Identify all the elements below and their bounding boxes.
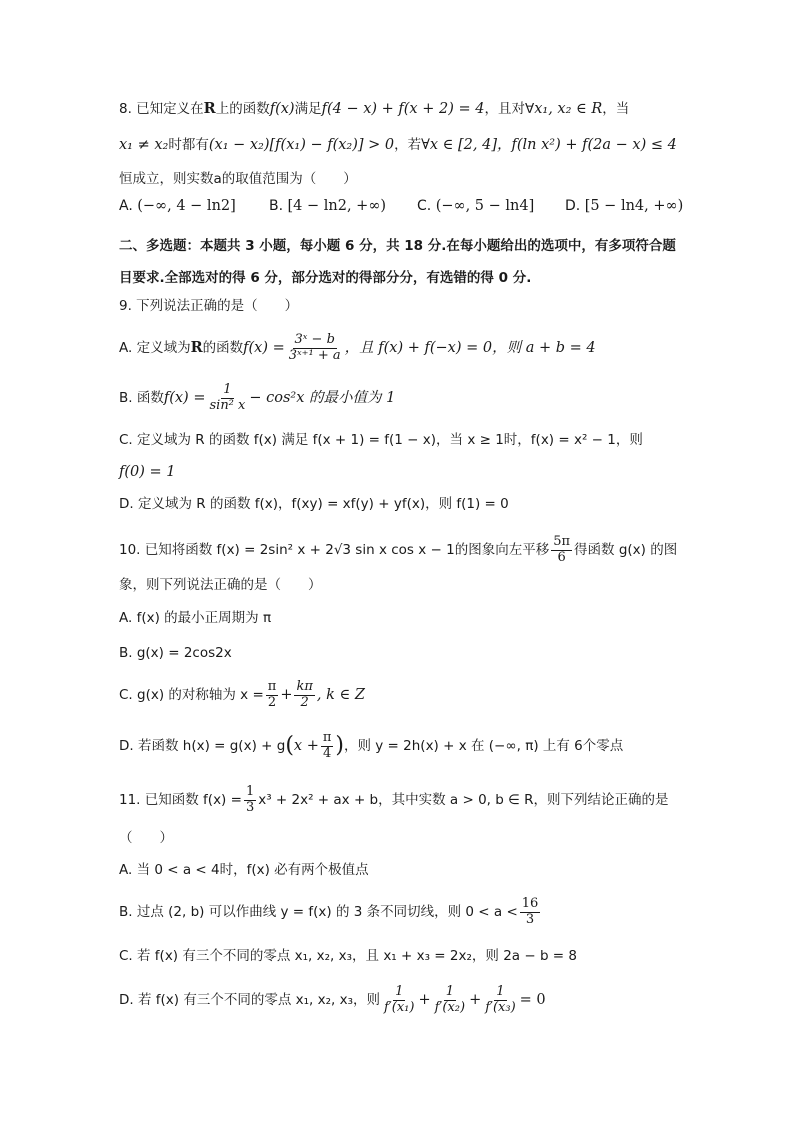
fraction-denominator: 3 bbox=[525, 911, 535, 927]
q8-text: ，且对∀ bbox=[484, 101, 535, 117]
q9-a-fraction bbox=[287, 333, 343, 363]
fraction-numerator: π bbox=[267, 679, 277, 695]
fraction-numerator: 1 bbox=[395, 984, 404, 1000]
q9-b-function: f(x) = bbox=[163, 390, 206, 406]
q10-line2: 象，则下列说法正确的是（ ） bbox=[119, 577, 322, 593]
fraction-denominator: 2 bbox=[300, 694, 309, 710]
q11-d-fraction-2 bbox=[433, 985, 467, 1015]
set-R: R bbox=[190, 339, 203, 356]
paren-close: ) bbox=[335, 733, 344, 758]
option-label: C. bbox=[417, 198, 432, 214]
q10-text: 得函数 g(x) 的图 bbox=[574, 542, 678, 558]
q10-d-fraction bbox=[321, 731, 334, 761]
q10-d-inner: x + bbox=[293, 738, 319, 754]
q9-a-text: 的函数 bbox=[202, 340, 244, 356]
q9-b-fraction bbox=[207, 383, 247, 413]
q11-option-a: A. 当 0 < a < 4时，f(x) 必有两个极值点 bbox=[119, 862, 369, 878]
q11-d-text: D. 若 f(x) 有三个不同的零点 x₁, x₂, x₃，则 bbox=[119, 992, 380, 1008]
option-value: [4 − ln2, +∞) bbox=[287, 198, 387, 214]
option-label: B. bbox=[269, 198, 284, 214]
q11-d-fraction-1 bbox=[382, 985, 416, 1015]
fraction-denominator: f′(x₁) bbox=[384, 999, 415, 1015]
fraction-numerator: 3ˣ − b bbox=[294, 332, 335, 348]
q8-line1 bbox=[119, 99, 629, 119]
q8-text: ，若 bbox=[394, 137, 422, 153]
q10-d-suffix: ，则 y = 2h(x) + x 在 (−∞, π) 上有 6个零点 bbox=[343, 738, 624, 754]
fraction-denominator: 3 bbox=[245, 799, 255, 815]
q9-option-b bbox=[119, 378, 395, 418]
paren-open: ( bbox=[285, 733, 294, 758]
plus-sign: + bbox=[280, 687, 293, 703]
q9-b-text: B. 函数 bbox=[119, 390, 164, 406]
fraction-numerator: 5π bbox=[553, 534, 571, 550]
q8-equation: f(4 − x) + f(x + 2) = 4 bbox=[321, 101, 485, 117]
q10-d-text: D. 若函数 h(x) = g(x) + g bbox=[119, 738, 286, 754]
fraction-denominator: f′(x₃) bbox=[485, 999, 516, 1015]
q8-inequality: (x₁ − x₂)[f(x₁) − f(x₂)] > 0 bbox=[208, 137, 395, 153]
q10-text: 10. 已知将函数 f(x) = 2sin² x + 2√3 sin x cos x − 1的图象向左平移 bbox=[119, 542, 550, 558]
q10-line1 bbox=[119, 530, 677, 570]
q8-text: 上的函数 bbox=[215, 101, 270, 117]
q8-text: 满足 bbox=[294, 101, 322, 117]
option-value: (−∞, 5 − ln4] bbox=[435, 198, 535, 214]
q8-option-a bbox=[119, 198, 236, 214]
q11-d-fraction-3 bbox=[483, 985, 517, 1015]
q11-text: x³ + 2x² + ax + b，其中实数 a > 0, b ∈ R，则下列结论正确的是 bbox=[258, 792, 669, 808]
plus-sign: + bbox=[418, 992, 431, 1008]
q8-text: 时都有 bbox=[168, 137, 209, 153]
option-label: D. bbox=[565, 198, 581, 214]
q8-condition: x₁ ≠ x₂ bbox=[119, 137, 169, 153]
fraction-denominator: sin² x bbox=[209, 397, 246, 413]
fraction-denominator: 6 bbox=[557, 549, 566, 565]
q8-text: ，当 bbox=[602, 101, 630, 117]
fraction-numerator: 1 bbox=[496, 984, 505, 1000]
option-label: A. bbox=[119, 198, 133, 214]
q8-option-c bbox=[417, 198, 534, 214]
q11-b-fraction bbox=[520, 897, 541, 927]
fraction-numerator: kπ bbox=[296, 679, 313, 695]
q9-option-c-line1: C. 定义域为 R 的函数 f(x) 满足 f(x + 1) = f(1 − x)，当 x ≥ 1时，f(x) = x² − 1，则 bbox=[119, 432, 643, 448]
q8-text: 8. 已知定义在 bbox=[119, 101, 204, 117]
q9-option-a bbox=[119, 328, 596, 368]
q8-line3: 恒成立，则实数a的取值范围为（ ） bbox=[119, 171, 357, 187]
q8-inequality-2: ，f(ln x²) + f(2a − x) ≤ 4 bbox=[497, 137, 677, 153]
plus-sign: + bbox=[469, 992, 482, 1008]
q10-c-text: C. g(x) 的对称轴为 x = bbox=[119, 687, 264, 703]
fraction-numerator: 1 bbox=[245, 784, 255, 800]
q8-options bbox=[119, 198, 684, 220]
q11-coef-fraction bbox=[244, 785, 256, 815]
q10-option-d bbox=[119, 726, 623, 766]
fraction-numerator: 1 bbox=[445, 984, 454, 1000]
q10-option-a: A. f(x) 的最小正周期为 π bbox=[119, 610, 272, 626]
q9-option-d: D. 定义域为 R 的函数 f(x)，f(xy) = xf(y) + yf(x)，则 f(1) = 0 bbox=[119, 496, 509, 512]
q8-line2 bbox=[119, 135, 677, 155]
set-R: R bbox=[203, 100, 216, 117]
fraction-numerator: 16 bbox=[521, 896, 539, 912]
q10-option-c bbox=[119, 675, 365, 715]
q8-option-d bbox=[565, 198, 683, 214]
fraction-denominator: 3ˣ⁺¹ + a bbox=[288, 347, 341, 363]
option-value: (−∞, 4 − ln2] bbox=[137, 198, 236, 214]
fraction-numerator: π bbox=[322, 730, 332, 746]
q11-line1 bbox=[119, 780, 669, 820]
option-value: [5 − ln4, +∞) bbox=[584, 198, 684, 214]
q10-c-suffix: , k ∈ Z bbox=[316, 687, 365, 703]
math-f: f(x) bbox=[269, 101, 295, 117]
fraction-numerator: 1 bbox=[223, 382, 232, 398]
q8-set: x₁, x₂ ∈ R bbox=[534, 101, 603, 117]
section2-heading-line2: 目要求.全部选对的得 6 分，部分选对的得部分分，有选错的得 0 分. bbox=[119, 270, 532, 286]
q11-option-d bbox=[119, 980, 546, 1020]
fraction-denominator: f′(x₂) bbox=[434, 999, 466, 1015]
q9-option-c-line2: f(0) = 1 bbox=[119, 464, 176, 480]
q8-option-b bbox=[269, 198, 386, 214]
q10-c-fraction-1 bbox=[266, 680, 279, 710]
q9-b-rest: − cos²x 的最小值为 1 bbox=[249, 390, 396, 406]
q10-shift-fraction bbox=[551, 535, 572, 565]
q11-text: 11. 已知函数 f(x) = bbox=[119, 792, 242, 808]
q11-b-text: B. 过点 (2, b) 可以作曲线 y = f(x) 的 3 条不同切线，则 0 < a < bbox=[119, 904, 518, 920]
q10-c-fraction-2 bbox=[294, 680, 314, 710]
q9-a-text: A. 定义域为 bbox=[119, 340, 191, 356]
equals-zero: = 0 bbox=[519, 992, 546, 1008]
q11-option-c: C. 若 f(x) 有三个不同的零点 x₁, x₂, x₃，且 x₁ + x₃ = 2x₂，则 2a − b = 8 bbox=[119, 948, 577, 964]
q11-line2: （ ） bbox=[119, 830, 173, 846]
fraction-denominator: 4 bbox=[322, 745, 332, 761]
q8-forall: ∀x ∈ [2, 4] bbox=[421, 137, 498, 153]
section2-heading-line1: 二、多选题：本题共 3 小题，每小题 6 分，共 18 分.在每小题给出的选项中，有多项符合题 bbox=[119, 238, 676, 254]
q9-a-condition: ，且 f(x) + f(−x) = 0，则 a + b = 4 bbox=[344, 340, 596, 356]
q9-stem: 9. 下列说法正确的是（ ） bbox=[119, 298, 299, 314]
q10-option-b: B. g(x) = 2cos2x bbox=[119, 645, 232, 661]
q9-a-function: f(x) = bbox=[243, 340, 285, 356]
fraction-denominator: 2 bbox=[267, 694, 277, 710]
q11-option-b bbox=[119, 892, 542, 932]
